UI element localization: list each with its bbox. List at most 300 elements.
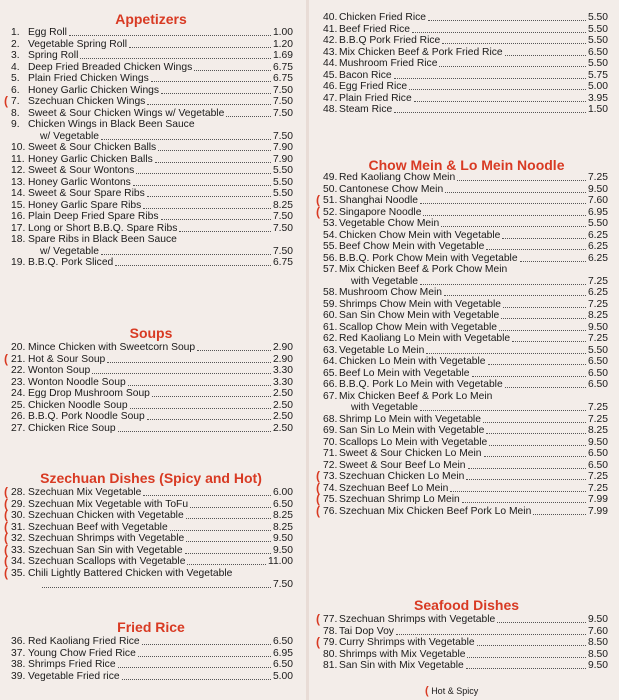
item-price: 6.95 — [587, 206, 608, 218]
dot-leader — [420, 283, 586, 285]
item-number: 8. — [11, 107, 20, 119]
item-number: 32. — [11, 533, 26, 544]
dot-leader — [161, 92, 271, 94]
item-number: 19. — [11, 257, 26, 268]
menu-item — [323, 391, 608, 402]
hot-spicy-icon: ( — [316, 503, 320, 518]
item-price: 6.50 — [587, 356, 608, 367]
menu-item — [323, 425, 608, 436]
item-price: 5.00 — [272, 670, 293, 682]
item-price: 3.30 — [272, 376, 293, 388]
item-number: 64. — [323, 356, 338, 367]
item-price: 8.50 — [587, 648, 608, 660]
menu-item — [323, 614, 608, 625]
item-number: 61. — [323, 321, 338, 333]
item-price: 6.50 — [587, 459, 608, 471]
menu-item — [323, 70, 608, 81]
dot-leader — [409, 88, 586, 90]
item-name: Szechuan Chicken Lo Mein — [339, 471, 465, 482]
menu-item — [323, 24, 608, 35]
item-number: 13. — [11, 176, 26, 188]
menu-item — [323, 494, 608, 505]
menu-item — [11, 223, 293, 234]
item-number: 39. — [11, 670, 26, 682]
item-name: Egg Roll — [28, 27, 67, 38]
dot-leader — [69, 34, 271, 36]
dot-leader — [129, 46, 271, 48]
menu-item — [11, 108, 293, 119]
dot-leader — [466, 478, 586, 480]
item-number: 33. — [11, 544, 26, 556]
item-name: Szechuan Mix Vegetable — [28, 487, 142, 498]
item-price: 6.75 — [272, 61, 293, 73]
item-name: Young Chow Fried Rice — [28, 647, 136, 659]
section-title: Soups — [129, 325, 173, 341]
menu-item — [323, 471, 608, 482]
dot-leader — [179, 230, 271, 232]
menu-item — [11, 510, 293, 521]
dot-leader — [143, 494, 271, 496]
item-price: 5.50 — [587, 218, 608, 229]
dot-leader — [483, 421, 586, 423]
item-number: 52. — [323, 206, 338, 218]
item-number: 7. — [11, 96, 20, 107]
item-name: Egg Fried Rice — [339, 81, 408, 92]
item-name: Chicken Noodle Soup — [28, 399, 128, 411]
hot-spicy-icon: ( — [316, 492, 320, 506]
hot-spicy-icon: ( — [4, 485, 8, 499]
menu-item — [11, 636, 293, 647]
dot-leader — [489, 444, 586, 446]
item-price: 7.50 — [272, 579, 293, 590]
item-number: 45. — [323, 69, 338, 81]
menu-item — [323, 35, 608, 46]
item-number: 73. — [323, 471, 338, 482]
item-name: Szechuan Beef Lo Mein — [339, 482, 449, 494]
item-name: Sweet & Sour Chicken Lo Mein — [339, 448, 482, 459]
dot-leader — [394, 111, 586, 113]
item-name: Szechuan Mix Vegetable with ToFu — [28, 498, 189, 510]
menu-item — [323, 437, 608, 448]
menu-item — [323, 310, 608, 321]
item-number: 76. — [323, 505, 338, 517]
item-number: 1. — [11, 27, 20, 38]
menu-item-continued — [11, 131, 293, 142]
item-number: 59. — [323, 298, 338, 310]
menu-item — [323, 356, 608, 367]
menu-item — [11, 85, 293, 96]
item-number: 20. — [11, 342, 26, 353]
item-number: 10. — [11, 142, 26, 153]
dot-leader — [428, 19, 586, 21]
item-name: Shrimps with Mix Vegetable — [339, 648, 466, 660]
dot-leader — [497, 621, 586, 623]
item-number: 27. — [11, 422, 26, 434]
item-name: Red Kaoliang Fried Rice — [28, 636, 140, 647]
item-name: Shanghai Noodle — [339, 195, 419, 206]
menu-item — [323, 207, 608, 218]
item-price: 6.50 — [587, 367, 608, 379]
item-name: B.B.Q. Pork Noodle Soup — [28, 411, 145, 422]
item-name: Spare Ribs in Black Been Sauce — [28, 234, 177, 245]
item-price: 7.25 — [587, 333, 608, 344]
section-title: Fried Rice — [117, 619, 185, 635]
item-price: 8.50 — [587, 637, 608, 648]
menu-item — [11, 377, 293, 388]
item-price: 7.50 — [272, 84, 293, 96]
item-name: Honey Garlic Wontons — [28, 176, 131, 188]
item-number: 6. — [11, 84, 20, 96]
item-name: Chicken Chow Mein with Vegetable — [339, 229, 501, 241]
menu-item — [323, 195, 608, 206]
item-price: 5.50 — [587, 12, 608, 23]
dot-leader — [468, 467, 586, 469]
item-name: Mince Chicken with Sweetcorn Soup — [28, 342, 196, 353]
item-name: Mushroom Chow Mein — [339, 287, 443, 298]
item-name: Szechuan Beef with Vegetable — [28, 521, 168, 533]
item-number: 57. — [323, 264, 338, 275]
menu-item — [323, 483, 608, 494]
item-number: 17. — [11, 222, 26, 234]
dot-leader — [158, 149, 271, 151]
hot-spicy-icon: ( — [4, 508, 8, 522]
item-number: 74. — [323, 482, 338, 494]
item-price: 7.50 — [272, 96, 293, 107]
item-name: Mushroom Fried Rice — [339, 58, 438, 69]
menu-item-continued — [323, 276, 608, 287]
dot-leader — [445, 191, 586, 193]
item-number: 71. — [323, 448, 338, 459]
item-price: 7.25 — [587, 402, 608, 413]
item-number: 60. — [323, 310, 338, 321]
item-name: Szechuan Mix Chicken Beef Pork Lo Mein — [339, 505, 532, 517]
dot-leader — [130, 407, 271, 409]
dot-leader — [442, 42, 586, 44]
item-price: 6.75 — [272, 73, 293, 84]
item-price: 7.25 — [587, 172, 608, 183]
item-number: 29. — [11, 498, 26, 510]
item-number: 47. — [323, 92, 338, 104]
menu-item — [11, 142, 293, 153]
dot-leader — [520, 260, 586, 262]
item-number: 49. — [323, 172, 338, 183]
dot-leader — [128, 384, 271, 386]
item-number: 53. — [323, 218, 338, 229]
menu-item — [323, 322, 608, 333]
item-number: 62. — [323, 333, 338, 344]
dot-leader — [503, 306, 586, 308]
dot-leader — [499, 329, 586, 331]
item-number: 12. — [11, 165, 26, 176]
item-name: San Sin with Mix Vegetable — [339, 660, 464, 671]
menu-item — [11, 154, 293, 165]
item-price: 6.75 — [272, 257, 293, 268]
menu-item — [11, 50, 293, 61]
menu-item — [11, 659, 293, 670]
item-name: Szechuan Shrimps with Vegetable — [28, 533, 185, 544]
item-name-continued: with Vegetable — [351, 402, 418, 413]
item-price: 8.25 — [272, 510, 293, 521]
item-price: 2.90 — [272, 353, 293, 365]
item-name: Singapore Noodle — [339, 206, 422, 218]
dot-leader — [80, 57, 271, 59]
item-price: 7.60 — [587, 195, 608, 206]
item-price: 5.50 — [587, 58, 608, 69]
item-number: 21. — [11, 353, 26, 365]
menu-item — [11, 62, 293, 73]
dot-leader — [414, 100, 586, 102]
item-price: 8.25 — [272, 199, 293, 211]
dot-leader — [186, 517, 271, 519]
dot-leader — [444, 294, 586, 296]
menu-item — [11, 96, 293, 107]
item-price: 8.25 — [272, 521, 293, 533]
item-price: 9.50 — [272, 544, 293, 556]
dot-leader — [477, 644, 586, 646]
item-price: 7.50 — [272, 211, 293, 222]
menu-item — [323, 241, 608, 252]
hot-spicy-icon: ( — [4, 496, 8, 511]
item-number: 9. — [11, 119, 20, 130]
menu-item — [11, 522, 293, 533]
menu-item — [323, 12, 608, 23]
item-number: 15. — [11, 199, 26, 211]
item-name: B.B.Q Pork Fried Rice — [339, 35, 441, 46]
item-number: 24. — [11, 388, 26, 399]
item-number: 80. — [323, 648, 338, 660]
item-number: 26. — [11, 411, 26, 422]
menu-item-continued — [11, 579, 293, 590]
item-number: 14. — [11, 188, 26, 199]
menu-item — [11, 499, 293, 510]
dot-leader — [533, 513, 586, 515]
item-name: Curry Shrimps with Vegetable — [339, 637, 475, 648]
item-price: 7.60 — [587, 625, 608, 637]
item-number: 56. — [323, 252, 338, 264]
item-number: 3. — [11, 50, 20, 61]
dot-leader — [122, 678, 271, 680]
item-price: 6.50 — [587, 448, 608, 459]
item-name: Shrimps Fried Rice — [28, 659, 116, 670]
item-name: B.B.Q. Pork Sliced — [28, 257, 114, 268]
hot-spicy-icon: ( — [316, 193, 320, 207]
item-name: Bacon Rice — [339, 69, 392, 81]
dot-leader — [147, 103, 271, 105]
menu-item — [323, 506, 608, 517]
item-number: 23. — [11, 376, 26, 388]
item-price: 9.50 — [587, 436, 608, 448]
item-number: 78. — [323, 625, 338, 637]
menu-item — [11, 39, 293, 50]
item-price: 7.90 — [272, 142, 293, 153]
item-number: 28. — [11, 487, 26, 498]
dot-leader — [142, 643, 271, 645]
menu-item — [11, 234, 293, 245]
dot-leader — [486, 248, 586, 250]
item-price: 2.90 — [272, 342, 293, 353]
menu-item — [11, 400, 293, 411]
item-price: 7.90 — [272, 153, 293, 165]
item-number: 37. — [11, 647, 26, 659]
item-name: San Sin Chow Mein with Vegetable — [339, 310, 500, 321]
item-name: Sweet & Sour Chicken Wings w/ Vegetable — [28, 107, 225, 119]
hot-spicy-icon: ( — [316, 635, 320, 649]
item-number: 50. — [323, 183, 338, 195]
menu-item — [323, 626, 608, 637]
dot-leader — [502, 237, 586, 239]
menu-item — [323, 637, 608, 648]
item-number: 75. — [323, 494, 338, 505]
menu-item — [11, 568, 293, 579]
item-name: Plain Fried Rice — [339, 92, 412, 104]
dot-leader — [426, 352, 586, 354]
item-price: 5.50 — [272, 188, 293, 199]
dot-leader — [439, 65, 586, 67]
item-name: B.B.Q. Pork Lo Mein with Vegetable — [339, 379, 503, 390]
menu-item — [323, 379, 608, 390]
hot-spicy-icon: ( — [316, 204, 320, 219]
menu-item — [11, 365, 293, 376]
dot-leader — [466, 667, 586, 669]
item-number: 68. — [323, 413, 338, 425]
item-name: Vegetable Fried rice — [28, 670, 120, 682]
item-price: 6.50 — [587, 379, 608, 390]
hot-spicy-icon: ( — [4, 542, 8, 557]
dot-leader — [155, 161, 271, 163]
menu-item — [323, 218, 608, 229]
item-name: Chicken Fried Rice — [339, 12, 426, 23]
item-price: 7.50 — [272, 222, 293, 234]
hot-spicy-icon: ( — [4, 351, 8, 366]
item-name-continued: with Vegetable — [351, 275, 418, 287]
dot-leader — [133, 184, 271, 186]
dot-leader — [118, 430, 271, 432]
menu-item — [323, 230, 608, 241]
item-name: Szechuan Shrimp Lo Mein — [339, 494, 460, 505]
item-number: 46. — [323, 81, 338, 92]
item-price: 6.25 — [587, 229, 608, 241]
item-price: 5.50 — [587, 23, 608, 35]
hot-spicy-legend — [425, 685, 478, 697]
item-price: 2.50 — [272, 422, 293, 434]
hot-spicy-icon: ( — [425, 685, 429, 697]
item-name: Szechuan Shrimps with Vegetable — [339, 614, 496, 625]
menu-item — [11, 119, 293, 130]
dot-leader — [194, 69, 271, 71]
menu-item — [11, 73, 293, 84]
item-name: Cantonese Chow Mein — [339, 183, 444, 195]
item-name: Vegetable Spring Roll — [28, 38, 128, 50]
item-name: Vegetable Chow Mein — [339, 218, 440, 229]
item-price: 6.25 — [587, 287, 608, 298]
item-price: 3.95 — [587, 92, 608, 104]
dot-leader — [118, 666, 271, 668]
dot-leader — [161, 218, 271, 220]
item-name: Tai Dop Voy — [339, 625, 394, 637]
item-number: 16. — [11, 211, 26, 222]
menu-item — [323, 414, 608, 425]
hot-spicy-icon: ( — [4, 531, 8, 545]
item-price: 7.99 — [587, 505, 608, 517]
item-name: Szechuan Chicken Wings — [28, 96, 146, 107]
item-number: 77. — [323, 614, 338, 625]
item-name: Mix Chicken Beef & Pork Lo Mein — [339, 390, 493, 402]
menu-item — [11, 487, 293, 498]
dot-leader — [92, 372, 271, 374]
item-number: 51. — [323, 195, 338, 206]
menu-item — [323, 299, 608, 310]
dot-leader — [185, 552, 271, 554]
item-name: Chicken Lo Mein with Vegetable — [339, 356, 486, 367]
item-name: Shrimps Chow Mein with Vegetable — [339, 298, 501, 310]
item-price: 8.25 — [587, 310, 608, 321]
menu-item — [323, 287, 608, 298]
item-price: 7.25 — [587, 298, 608, 310]
item-number: 69. — [323, 425, 338, 436]
dot-leader — [420, 409, 586, 411]
menu-item — [11, 354, 293, 365]
menu-item — [11, 545, 293, 556]
item-number: 34. — [11, 556, 26, 567]
item-number: 41. — [323, 23, 338, 35]
hot-spicy-icon: ( — [4, 519, 8, 534]
section-title: Szechuan Dishes (Spicy and Hot) — [40, 470, 262, 486]
menu-item — [323, 172, 608, 183]
item-name: Sweet & Sour Wontons — [28, 165, 135, 176]
item-name: Vegetable Lo Mein — [339, 344, 425, 356]
menu-item — [323, 93, 608, 104]
item-name: Plain Deep Fried Spare Ribs — [28, 211, 159, 222]
dot-leader — [420, 202, 586, 204]
column-divider — [306, 0, 309, 700]
dot-leader — [138, 655, 271, 657]
item-number: 25. — [11, 399, 26, 411]
menu-item — [323, 253, 608, 264]
item-name: Wonton Noodle Soup — [28, 376, 126, 388]
menu-item — [323, 660, 608, 671]
dot-leader — [190, 506, 271, 508]
menu-item — [11, 200, 293, 211]
item-price: 6.25 — [587, 252, 608, 264]
menu-item — [11, 388, 293, 399]
item-price: 9.50 — [587, 321, 608, 333]
dot-leader — [101, 138, 271, 140]
menu-item — [11, 533, 293, 544]
menu-item — [11, 188, 293, 199]
menu-item — [323, 104, 608, 115]
dot-leader — [147, 418, 271, 420]
item-number: 67. — [323, 390, 338, 402]
dot-leader — [152, 395, 271, 397]
item-name: Red Kaoliang Chow Mein — [339, 172, 456, 183]
item-name: Red Kaoliang Lo Mein with Vegetable — [339, 333, 511, 344]
hot-spicy-icon: ( — [4, 554, 8, 568]
hot-spicy-icon: ( — [4, 565, 8, 580]
item-name: Honey Garlic Chicken Balls — [28, 153, 153, 165]
item-price: 2.50 — [272, 399, 293, 411]
item-name: Beef Fried Rice — [339, 23, 410, 35]
dot-leader — [512, 340, 586, 342]
item-price: 1.50 — [587, 104, 608, 115]
item-price: 2.50 — [272, 411, 293, 422]
menu-item — [323, 184, 608, 195]
menu-item — [323, 81, 608, 92]
dot-leader — [151, 80, 271, 82]
dot-leader — [412, 31, 586, 33]
item-number: 18. — [11, 234, 26, 245]
item-price: 7.50 — [272, 245, 293, 257]
menu-item — [11, 556, 293, 567]
